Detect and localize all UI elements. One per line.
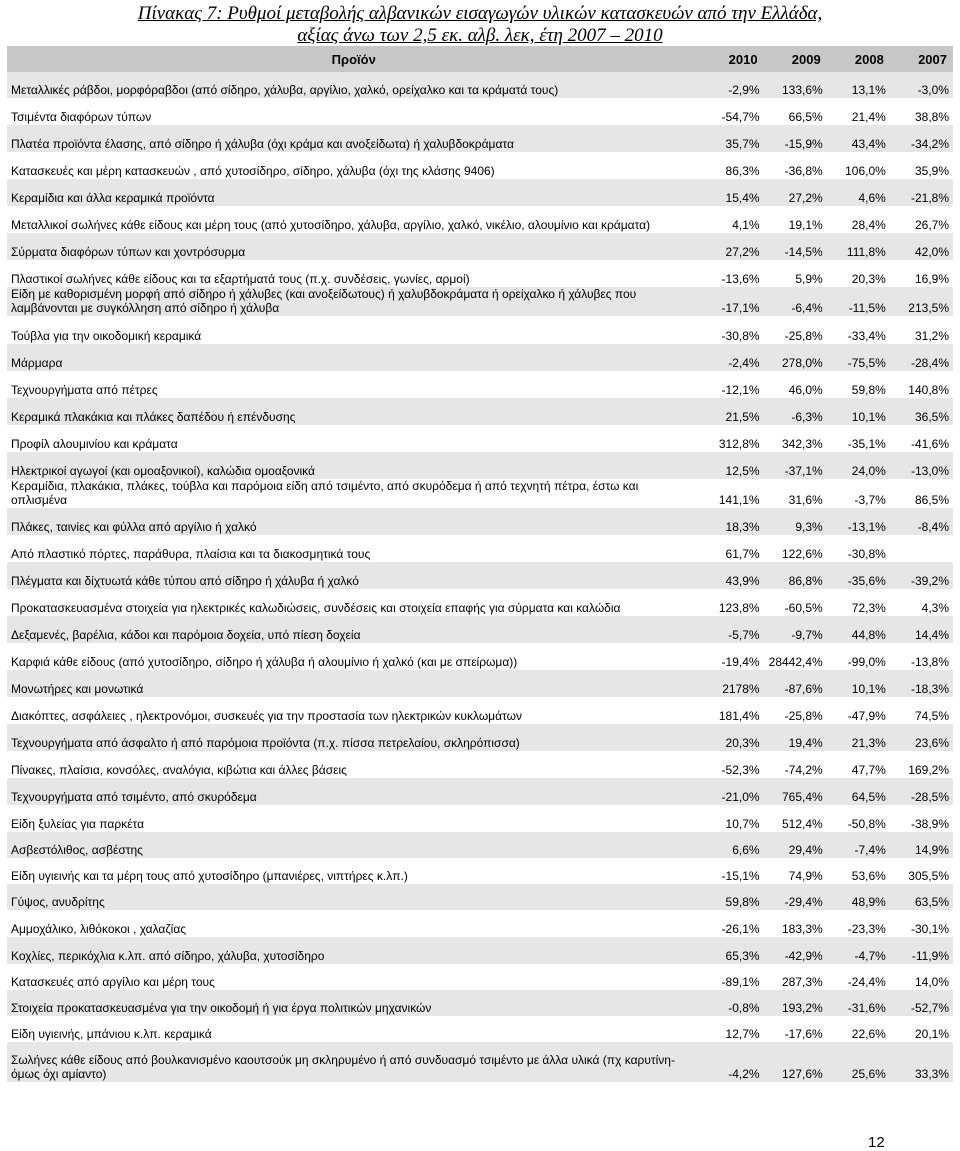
change-2009-cell: 183,3%	[764, 910, 827, 937]
table-row	[7, 535, 953, 562]
change-2008-cell: 47,7%	[827, 751, 890, 778]
change-2009-cell: -6,4%	[764, 287, 827, 316]
change-2007-cell: -28,5%	[890, 778, 953, 805]
change-2008-cell: -47,9%	[827, 697, 890, 724]
change-2008-cell: 10,1%	[827, 670, 890, 697]
product-name-cell: Πλαστικοί σωλήνες κάθε είδους και τα εξαρτήματά τους (π.χ. συνδέσεις, γωνίες, αρμοί)	[7, 260, 700, 287]
change-2008-cell: -13,1%	[827, 508, 890, 535]
product-name-cell: Πλέγματα και δίχτυωτά κάθε τύπου από σίδηρο ή χάλυβα ή χαλκό	[7, 562, 700, 589]
table-row	[7, 72, 953, 98]
table-row	[7, 371, 953, 398]
table-body	[7, 72, 953, 1082]
product-name-cell: Είδη υγιεινής, μπάνιου κ.λπ. κεραμικά	[7, 1016, 700, 1042]
change-2008-cell: -33,4%	[827, 316, 890, 344]
change-2009-cell: -36,8%	[764, 152, 827, 179]
product-name-cell: Είδη ξυλείας για παρκέτα	[7, 805, 700, 832]
change-2007-cell: 213,5%	[890, 287, 953, 316]
change-2009-cell: 86,8%	[764, 562, 827, 589]
product-name-cell: Σύρματα διαφόρων τύπων και χοντρόσυρμα	[7, 233, 700, 260]
table-row	[7, 778, 953, 805]
product-name-cell: Σωλήνες κάθε είδους από βουλκανισμένο καουτσούκ μη σκληρυμένο ή από συνδυασμό τσιμέντο με άλλα υλικά (πχ καρυτίνη-όμως όχι αμίαντο)	[7, 1042, 700, 1082]
product-name-cell: Πίνακες, πλαίσια, κονσόλες, αναλόγια, κιβώτια και άλλες βάσεις	[7, 751, 700, 778]
product-name-cell: Μεταλλικοί σωλήνες κάθε είδους και μέρη τους (από χυτοσίδηρο, χάλυβα, αργίλιο, χαλκό, νικέλιο, αλουμίνιο και κράματα)	[7, 206, 700, 233]
change-2007-cell: 36,5%	[890, 398, 953, 425]
change-2008-cell: -31,6%	[827, 990, 890, 1016]
change-2007-cell: -18,3%	[890, 670, 953, 697]
change-2007-cell: -30,1%	[890, 910, 953, 937]
change-2009-cell: -60,5%	[764, 589, 827, 616]
change-2007-cell: 14,0%	[890, 964, 953, 990]
change-2010-cell: -17,1%	[700, 287, 763, 316]
table-row	[7, 616, 953, 643]
product-name-cell: Μεταλλικές ράβδοι, μορφόραβδοι (από σίδηρο, χάλυβα, αργίλιο, χαλκό, ορείχαλκο και τα κράματά τους)	[7, 72, 700, 98]
title-line-2: αξίας άνω των 2,5 εκ. αλβ. λεκ, έτη 2007 – 2010	[297, 25, 663, 46]
change-2009-cell: 9,3%	[764, 508, 827, 535]
change-2010-cell: 18,3%	[700, 508, 763, 535]
change-2007-cell	[890, 535, 953, 562]
table-row	[7, 125, 953, 152]
change-2007-cell: -38,9%	[890, 805, 953, 832]
table-row	[7, 398, 953, 425]
change-2009-cell: -9,7%	[764, 616, 827, 643]
change-2008-cell: 72,3%	[827, 589, 890, 616]
change-2009-cell: 5,9%	[764, 260, 827, 287]
change-2010-cell: -19,4%	[700, 643, 763, 670]
change-2009-cell: -25,8%	[764, 316, 827, 344]
change-2010-cell: 6,6%	[700, 832, 763, 858]
change-2010-cell: -2,9%	[700, 72, 763, 98]
change-2008-cell: 4,6%	[827, 179, 890, 206]
product-name-cell: Τεχνουργήματα από τσιμέντο, από σκυρόδεμα	[7, 778, 700, 805]
table-row	[7, 179, 953, 206]
table-row	[7, 98, 953, 125]
header-product: Προϊόν	[7, 46, 700, 72]
change-2007-cell: -39,2%	[890, 562, 953, 589]
change-2007-cell: -28,4%	[890, 344, 953, 371]
table-row	[7, 910, 953, 937]
table-row	[7, 260, 953, 287]
change-2007-cell: -21,8%	[890, 179, 953, 206]
product-name-cell: Δεξαμενές, βαρέλια, κάδοι και παρόμοια δοχεία, υπό πίεση δοχεία	[7, 616, 700, 643]
change-2008-cell: -75,5%	[827, 344, 890, 371]
change-2007-cell: 42,0%	[890, 233, 953, 260]
change-2007-cell: -41,6%	[890, 425, 953, 452]
table-row	[7, 751, 953, 778]
change-2007-cell: -13,8%	[890, 643, 953, 670]
product-name-cell: Τεχνουργήματα από πέτρες	[7, 371, 700, 398]
change-2010-cell: 59,8%	[700, 884, 763, 910]
product-name-cell: Κεραμίδια, πλακάκια, πλάκες, τούβλα και παρόμοια είδη από τσιμέντο, από σκυρόδεμα ή από τεχνητή πέτρα, έστω και οπλισμένα	[7, 479, 700, 508]
change-2008-cell: 20,3%	[827, 260, 890, 287]
change-2008-cell: -23,3%	[827, 910, 890, 937]
change-2009-cell: 287,3%	[764, 964, 827, 990]
change-2010-cell: 35,7%	[700, 125, 763, 152]
table-row	[7, 724, 953, 751]
change-2009-cell: -29,4%	[764, 884, 827, 910]
change-2009-cell: 122,6%	[764, 535, 827, 562]
change-2007-cell: 23,6%	[890, 724, 953, 751]
product-name-cell: Κοχλίες, περικόχλια κ.λπ. από σίδηρο, χάλυβα, χυτοσίδηρο	[7, 937, 700, 964]
change-2007-cell: -11,9%	[890, 937, 953, 964]
change-2010-cell: 15,4%	[700, 179, 763, 206]
change-2010-cell: -54,7%	[700, 98, 763, 125]
product-name-cell: Ασβεστόλιθος, ασβέστης	[7, 832, 700, 858]
table-row	[7, 832, 953, 858]
change-2008-cell: 21,4%	[827, 98, 890, 125]
change-2007-cell: 31,2%	[890, 316, 953, 344]
change-2008-cell: 21,3%	[827, 724, 890, 751]
change-2009-cell: 28442,4%	[764, 643, 827, 670]
change-2007-cell: 86,5%	[890, 479, 953, 508]
change-2008-cell: 24,0%	[827, 452, 890, 479]
table-row	[7, 287, 953, 316]
product-name-cell: Πλάκες, ταινίες και φύλλα από αργίλιο ή χαλκό	[7, 508, 700, 535]
table-row	[7, 858, 953, 884]
table-row	[7, 697, 953, 724]
change-2010-cell: 10,7%	[700, 805, 763, 832]
change-2008-cell: 111,8%	[827, 233, 890, 260]
table-row	[7, 884, 953, 910]
table-row	[7, 233, 953, 260]
change-2008-cell: 28,4%	[827, 206, 890, 233]
change-2010-cell: -52,3%	[700, 751, 763, 778]
table-header-row	[7, 46, 953, 72]
product-name-cell: Είδη υγιεινής και τα μέρη τους από χυτοσίδηρο (μπανιέρες, νιπτήρες κ.λπ.)	[7, 858, 700, 884]
change-2007-cell: 140,8%	[890, 371, 953, 398]
product-name-cell: Μάρμαρα	[7, 344, 700, 371]
product-name-cell: Προκατασκευασμένα στοιχεία για ηλεκτρικές καλωδιώσεις, συνδέσεις και στοιχεία επαφής για σύρματα και καλώδια	[7, 589, 700, 616]
change-2010-cell: 20,3%	[700, 724, 763, 751]
table-row	[7, 670, 953, 697]
change-2010-cell: -26,1%	[700, 910, 763, 937]
product-name-cell: Στοιχεία προκατασκευασμένα για την οικοδομή ή για έργα πολιτικών μηχανικών	[7, 990, 700, 1016]
change-2010-cell: -21,0%	[700, 778, 763, 805]
change-2007-cell: 33,3%	[890, 1042, 953, 1082]
change-2007-cell: 26,7%	[890, 206, 953, 233]
change-2009-cell: -37,1%	[764, 452, 827, 479]
change-2010-cell: 27,2%	[700, 233, 763, 260]
change-2007-cell: 305,5%	[890, 858, 953, 884]
change-2008-cell: -30,8%	[827, 535, 890, 562]
change-2009-cell: -15,9%	[764, 125, 827, 152]
change-2007-cell: 35,9%	[890, 152, 953, 179]
change-2010-cell: 12,5%	[700, 452, 763, 479]
header-2010: 2010	[700, 46, 763, 72]
change-2008-cell: -7,4%	[827, 832, 890, 858]
header-2009: 2009	[764, 46, 827, 72]
table-row	[7, 344, 953, 371]
change-2009-cell: 342,3%	[764, 425, 827, 452]
change-2010-cell: -5,7%	[700, 616, 763, 643]
change-2010-cell: 2178%	[700, 670, 763, 697]
change-2009-cell: 193,2%	[764, 990, 827, 1016]
title-line-1: Πίνακας 7: Ρυθμοί μεταβολής αλβανικών εισαγωγών υλικών κατασκευών από την Ελλάδα,	[137, 3, 823, 24]
change-2007-cell: 38,8%	[890, 98, 953, 125]
change-2010-cell: -15,1%	[700, 858, 763, 884]
table-row	[7, 937, 953, 964]
change-2009-cell: 133,6%	[764, 72, 827, 98]
product-name-cell: Τούβλα για την οικοδομική κεραμικά	[7, 316, 700, 344]
change-2010-cell: -2,4%	[700, 344, 763, 371]
product-name-cell: Κεραμίδια και άλλα κεραμικά προϊόντα	[7, 179, 700, 206]
change-2008-cell: -50,8%	[827, 805, 890, 832]
change-2009-cell: 74,9%	[764, 858, 827, 884]
change-2009-cell: 29,4%	[764, 832, 827, 858]
change-2008-cell: 53,6%	[827, 858, 890, 884]
product-name-cell: Τσιμέντα διαφόρων τύπων	[7, 98, 700, 125]
change-2010-cell: 141,1%	[700, 479, 763, 508]
change-2007-cell: 20,1%	[890, 1016, 953, 1042]
change-2007-cell: -34,2%	[890, 125, 953, 152]
table-row	[7, 152, 953, 179]
change-2009-cell: -14,5%	[764, 233, 827, 260]
product-name-cell: Αμμοχάλικο, λιθόκοκοι , χαλαζίας	[7, 910, 700, 937]
change-2010-cell: 86,3%	[700, 152, 763, 179]
change-2009-cell: 66,5%	[764, 98, 827, 125]
change-2009-cell: 512,4%	[764, 805, 827, 832]
table-row	[7, 508, 953, 535]
product-name-cell: Είδη με καθορισμένη μορφή από σίδηρο ή χάλυβες (και ανοξείδωτους) ή χαλυβδοκράματα ή ορείχαλκο ή χάλυβες που λαμβάνονται με συγκόλληση από σίδηρο ή χάλυβα	[7, 287, 700, 316]
change-2007-cell: 16,9%	[890, 260, 953, 287]
change-2008-cell: 13,1%	[827, 72, 890, 98]
change-2007-cell: -13,0%	[890, 452, 953, 479]
change-2010-cell: -13,6%	[700, 260, 763, 287]
product-name-cell: Μονωτήρες και μονωτικά	[7, 670, 700, 697]
product-name-cell: Κατασκευές και μέρη κατασκευών , από χυτοσίδηρο, σίδηρο, χάλυβα (όχι της κλάσης 9406)	[7, 152, 700, 179]
change-2010-cell: -4,2%	[700, 1042, 763, 1082]
change-2010-cell: 181,4%	[700, 697, 763, 724]
change-2008-cell: 25,6%	[827, 1042, 890, 1082]
change-2008-cell: -11,5%	[827, 287, 890, 316]
table-row	[7, 452, 953, 479]
change-2009-cell: -87,6%	[764, 670, 827, 697]
import-change-table	[7, 46, 953, 1082]
change-2007-cell: -8,4%	[890, 508, 953, 535]
page-number: 12	[868, 1134, 885, 1151]
change-2008-cell: 64,5%	[827, 778, 890, 805]
change-2009-cell: -25,8%	[764, 697, 827, 724]
change-2009-cell: 27,2%	[764, 179, 827, 206]
change-2010-cell: -30,8%	[700, 316, 763, 344]
product-name-cell: Γύψος, ανυδρίτης	[7, 884, 700, 910]
change-2009-cell: -17,6%	[764, 1016, 827, 1042]
page-title	[0, 3, 960, 47]
change-2007-cell: -3,0%	[890, 72, 953, 98]
change-2008-cell: -4,7%	[827, 937, 890, 964]
product-name-cell: Κατασκευές από αργίλιο και μέρη τους	[7, 964, 700, 990]
table-row	[7, 643, 953, 670]
header-2007: 2007	[890, 46, 953, 72]
change-2008-cell: 10,1%	[827, 398, 890, 425]
change-2009-cell: 278,0%	[764, 344, 827, 371]
table-row	[7, 805, 953, 832]
table-row	[7, 425, 953, 452]
change-2007-cell: 169,2%	[890, 751, 953, 778]
change-2010-cell: 43,9%	[700, 562, 763, 589]
change-2007-cell: 14,4%	[890, 616, 953, 643]
change-2009-cell: 19,4%	[764, 724, 827, 751]
change-2008-cell: 22,6%	[827, 1016, 890, 1042]
product-name-cell: Ηλεκτρικοί αγωγοί (και ομοαξονικοί), καλώδια ομοαξονικά	[7, 452, 700, 479]
product-name-cell: Προφίλ αλουμινίου και κράματα	[7, 425, 700, 452]
change-2009-cell: -42,9%	[764, 937, 827, 964]
change-2008-cell: 106,0%	[827, 152, 890, 179]
table-row	[7, 1016, 953, 1042]
change-2010-cell: 61,7%	[700, 535, 763, 562]
change-2010-cell: 65,3%	[700, 937, 763, 964]
change-2009-cell: -6,3%	[764, 398, 827, 425]
change-2008-cell: -24,4%	[827, 964, 890, 990]
change-2007-cell: 14,9%	[890, 832, 953, 858]
change-2007-cell: 4,3%	[890, 589, 953, 616]
table-row	[7, 964, 953, 990]
change-2007-cell: -52,7%	[890, 990, 953, 1016]
change-2010-cell: 4,1%	[700, 206, 763, 233]
table-row	[7, 562, 953, 589]
change-2007-cell: 63,5%	[890, 884, 953, 910]
product-name-cell: Καρφιά κάθε είδους (από χυτοσίδηρο, σίδηρο ή χάλυβα ή αλουμίνιο ή χαλκό (και με σπείρωμα))	[7, 643, 700, 670]
change-2008-cell: -99,0%	[827, 643, 890, 670]
product-name-cell: Κεραμικά πλακάκια και πλάκες δαπέδου ή επένδυσης	[7, 398, 700, 425]
change-2010-cell: 312,8%	[700, 425, 763, 452]
change-2010-cell: 12,7%	[700, 1016, 763, 1042]
table-row	[7, 316, 953, 344]
change-2010-cell: 21,5%	[700, 398, 763, 425]
header-2008: 2008	[827, 46, 890, 72]
product-name-cell: Διακόπτες, ασφάλειες , ηλεκτρονόμοι, συσκευές για την προστασία των ηλεκτρικών κυκλωμάτων	[7, 697, 700, 724]
change-2010-cell: -0,8%	[700, 990, 763, 1016]
table-row	[7, 589, 953, 616]
change-2008-cell: -35,1%	[827, 425, 890, 452]
change-2009-cell: -74,2%	[764, 751, 827, 778]
change-2007-cell: 74,5%	[890, 697, 953, 724]
table-row	[7, 206, 953, 233]
change-2009-cell: 765,4%	[764, 778, 827, 805]
change-2008-cell: 59,8%	[827, 371, 890, 398]
change-2008-cell: 43,4%	[827, 125, 890, 152]
change-2009-cell: 19,1%	[764, 206, 827, 233]
product-name-cell: Τεχνουργήματα από άσφαλτο ή από παρόμοια προϊόντα (π.χ. πίσσα πετρελαίου, σκληρόπισσα)	[7, 724, 700, 751]
change-2010-cell: -89,1%	[700, 964, 763, 990]
change-2009-cell: 31,6%	[764, 479, 827, 508]
change-2008-cell: -3,7%	[827, 479, 890, 508]
change-2009-cell: 127,6%	[764, 1042, 827, 1082]
change-2008-cell: 44,8%	[827, 616, 890, 643]
change-2008-cell: -35,6%	[827, 562, 890, 589]
product-name-cell: Από πλαστικό πόρτες, παράθυρα, πλαίσια και τα διακοσμητικά τους	[7, 535, 700, 562]
change-2010-cell: 123,8%	[700, 589, 763, 616]
change-2009-cell: 46,0%	[764, 371, 827, 398]
table-row	[7, 479, 953, 508]
table-row	[7, 990, 953, 1016]
product-name-cell: Πλατέα προϊόντα έλασης, από σίδηρο ή χάλυβα (όχι κράμα και ανοξείδωτα) ή χαλυβδοκράματα	[7, 125, 700, 152]
table-row	[7, 1042, 953, 1082]
change-2008-cell: 48,9%	[827, 884, 890, 910]
change-2010-cell: -12,1%	[700, 371, 763, 398]
